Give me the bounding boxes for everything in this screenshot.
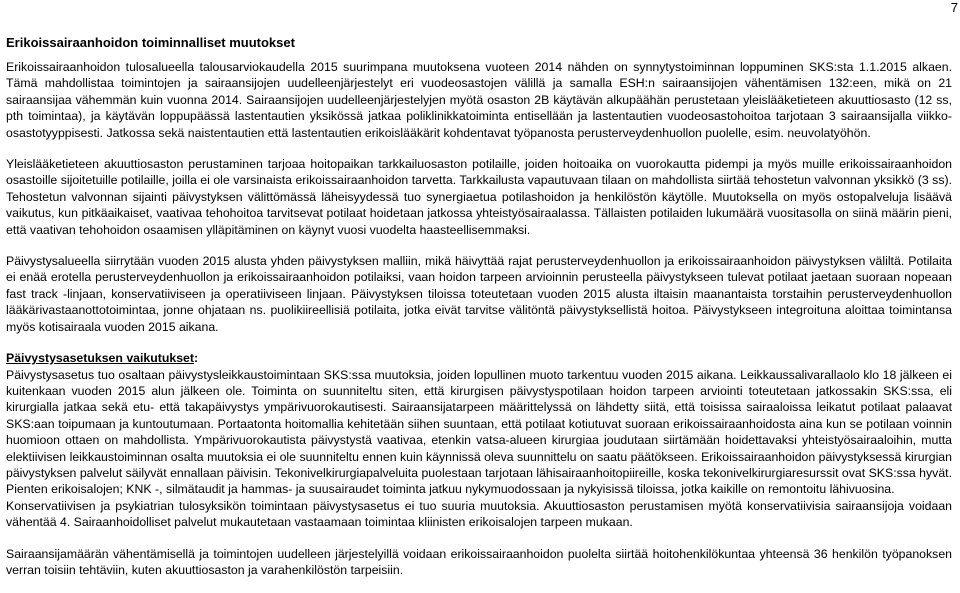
paragraph-sairaansijamaara: Sairaansijamäärän vähentämisellä ja toimintojen uudelleen järjestelyillä voidaan erikoissairaanhoidon puolelta siirtää hoitohenkilökuntaa yhteensä 36 henkilön työpanoksen verran toisiin tehtäviin, kuten akuuttiosaston ja varahenkilöstön tarpeisiin. [6, 546, 952, 577]
paragraph-konservatiivinen: Konservatiivisen ja psykiatrian tulosyksikön toimintaan päivystysasetus ei tuo suuria muutoksia. Akuuttiosaston perustamisen myötä konservatiivisia sairaansijoja voidaan vähentää 4. Sairaanhoidolliset palvelut mukautetaan vastaamaan toimintaa kliinisten erikoisalojen tarpeen mukaan. [6, 498, 952, 530]
paragraph-paivystysasetus-body: Päivystysasetus tuo osaltaan päivystysleikkaustoimintaan SKS:ssa muutoksia, joiden lopullinen muoto tarkentuu vuoden 2015 aikana. Leikkaussalivarallaolo klo 18 jälkeen ei kuitenkaan vuoden 2015 alun jälkeen ole. Toiminta on suunniteltu siten, että kirurgisen päivystyspotilaan hoidon tarpeen arviointi toteutetaan jatkossakin SKS:ssa, eli kirurgialla jatkaa sekä etu- että takapäivystys ympärivuorokautisesti. Sairaansijatarpeen määrittelyssä on lähdetty siitä, että toisissa sairaaloissa leikatut potilaat palaavat SKS:aan toipumaan ja kuntoutumaan. Portaatonta hoitomallia kehitetään siihen suuntaan, että potilaat kotiutuvat suoraan erikoissairaanhoidosta aina kun se potilaan voinnin huomioon ottaen on mahdollista. Ympärivuorokautista päivystystä vaativaa, etenkin vatsa-alueen kirurgiaa joudutaan siirtämään hoidettavaksi yhteistyösairaaloihin, mutta elektiivisen leikkaustoiminnan osalta muutoksia ei ole suunniteltu ennen kuin käynnissä oleva suunnittelu on saatu päätökseen. Erikoissairaanhoidon päivystyksessä kirurgian päivystyksen palvelut säilyvät ennallaan päivisin. Tekonivelkirurgiapalveluita puolestaan tarjotaan lähisairaanhoitopiireille, koska tekonivelkirurgiaresurssit ovat SKS:ssa hyvät. Pienten erikoisalojen; KNK -, silmätaudit ja hammas- ja suusairaudet toiminta jatkuu nykymuodossaan ja nykyisissä tiloissa, jotka kaikille on remontoitu lähivuosina. [6, 367, 952, 497]
subheading-paivystysasetus: Päivystysasetuksen vaikutukset [6, 351, 194, 366]
section-title: Erikoissairaanhoidon toiminnalliset muutokset [6, 35, 295, 50]
paragraph-paivystysasetus [6, 350, 952, 498]
paragraph-akuuttiosasto: Yleislääketieteen akuuttiosaston perustaminen tarjoaa hoitopaikan tarkkailuosaston potilaille, joiden hoitoaika on vuorokautta pidempi ja myös muille erikoissairaanhoidon osastoille sijoitetuille potilaille, joilla ei ole varsinaista erikoissairaanhoidon tarvetta. Tarkkailusta vapautuvaan tilaan on mahdollista siirtää tehostetun valvonnan yksikkö (3 ss). Tehostetun valvonnan sijainti päivystyksen välittömässä läheisyydessä tuo synergiaetua potilashoidon ja henkilöstön käytölle. Muutoksella on myös ostopalveluja lisäävä vaikutus, kun pitkäaikaiset, vaativaa tehohoitoa tarvitsevat potilaat hoidetaan jatkossa yhteistyösairaalassa. Tällaisten potilaiden lukumäärä vuositasolla on siinä määrin pieni, että vaativan tehohoidon osaamisen ylläpitäminen on käynyt vuosi vuodelta haasteellisemmaksi. [6, 157, 952, 237]
paragraph-paivystysalue: Päivystysalueella siirrytään vuoden 2015 alusta yhden päivystyksen malliin, mikä häivyttää rajat perusterveydenhuollon ja erikoissairaanhoidon päivystyksen väliltä. Potilaita ei enää erotella perusterveydenhuollon ja erikoissairaanhoidon potilaiksi, vaan hoidon tarpeen arvioinnin perusteella päivystykseen tulevat potilaat jaetaan suoraan nopeaan fast track -linjaan, konservatiiviseen ja operatiiviseen linjaan. Päivystyksen tiloissa toteutetaan vuoden 2015 alusta iltaisin maanantaista torstaihin perusterveydenhuollon lääkärivastaanottotoimintaa, jonne ohjataan ns. puolikiireellisiä potilaita, jotka eivät tarvitse välitöntä päivystyksellistä hoitoa. Päivystykseen integroituna aloittaa toimintansa myös kotisairaala vuoden 2015 aikana. [6, 254, 952, 334]
paragraph-synnytystoiminta: Erikoissairaanhoidon tulosalueella talousarviokaudella 2015 suurimpana muutoksena vuoteen 2014 nähden on synnytystoiminnan loppuminen SKS:sta 1.1.2015 alkaen. Tämä mahdollistaa toimintojen ja sairaansijojen uudelleenjärjestelyt eri vuodeosastojen välillä ja samalla ESH:n sairaansijojen vähentämisen 132:een, mikä on 21 sairaansijaa vähemmän kuin vuonna 2014. Sairaansijojen uudelleenjärjestelyjen myötä osaston 2B käytävän alkupäähän perustetaan yleislääketieteen akuuttiosasto (12 ss, pth toimintaa), ja käytävän loppupäässä lastentautien yksikössä jatkaa poliklinikkatoiminta entisellään ja lastentautien vuodeosastohoitoa tarjotaan 3 sairaansijalla viikko-osastotyyppisesti. Jatkossa sekä naistentautien että lastentautien erikoislääkärit kohdentavat työpanosta perusterveydenhuollon puolelle, esim. neuvolatyöhön. [6, 60, 952, 140]
subheading-colon: : [193, 351, 199, 366]
document-body [6, 34, 952, 593]
page-number: 7 [950, 0, 958, 15]
